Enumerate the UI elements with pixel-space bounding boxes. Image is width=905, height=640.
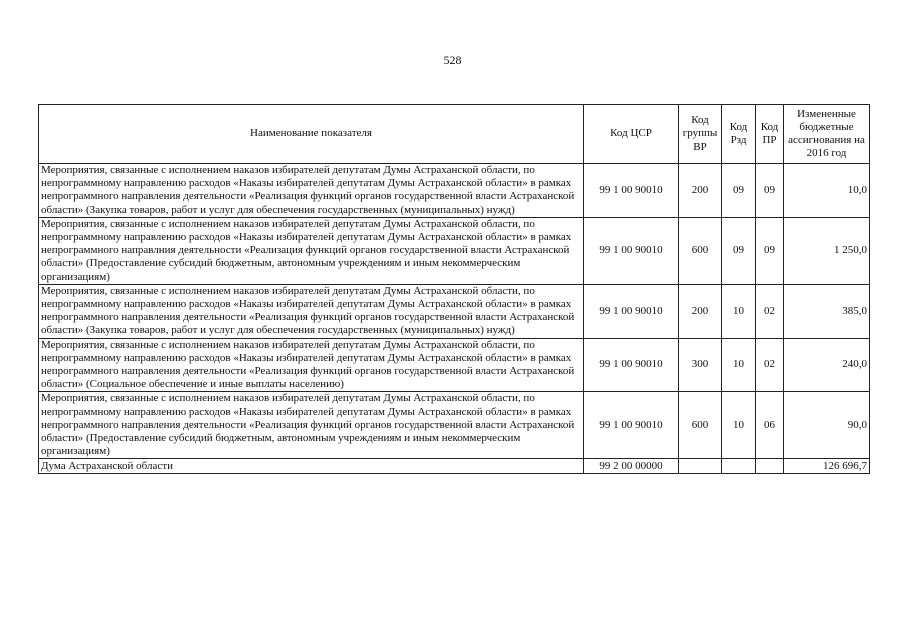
row-rzd: 10	[722, 338, 756, 392]
page-number: 528	[443, 53, 462, 67]
row-amount: 1 250,0	[784, 217, 870, 284]
header-pr: Код ПР	[756, 105, 784, 164]
header-rzd: Код Рзд	[722, 105, 756, 164]
row-pr	[756, 459, 784, 474]
row-csr: 99 2 00 00000	[584, 459, 679, 474]
row-name: Дума Астраханской области	[39, 459, 584, 474]
header-csr: Код ЦСР	[584, 105, 679, 164]
row-name: Мероприятия, связанные с исполнением наказов избирателей депутатам Думы Астраханской области, по непрограммному направлению расходов «Наказы избирателей депутатам Думы Астраханской области» в рамках непрограммного направления деятельности «Реализация функций органов государственной власти Астраханской области» (Предоставление субсидий бюджетным, автономным учреждениям и иным некоммерческим организациям)	[39, 392, 584, 459]
table-row	[39, 338, 870, 392]
row-name: Мероприятия, связанные с исполнением наказов избирателей депутатам Думы Астраханской области, по непрограммному направлению расходов «Наказы избирателей депутатам Думы Астраханской области» в рамках непрограммного направления деятельности «Реализация функций органов государственной власти Астраханской области» (Закупка товаров, работ и услуг для обеспечения государственных (муниципальных) нужд)	[39, 284, 584, 338]
row-rzd: 09	[722, 217, 756, 284]
table-row	[39, 392, 870, 459]
row-csr: 99 1 00 90010	[584, 217, 679, 284]
table-row	[39, 164, 870, 218]
header-amount: Измененные бюджетные ассигнования на 2016 год	[784, 105, 870, 164]
row-vr: 300	[679, 338, 722, 392]
row-amount: 126 696,7	[784, 459, 870, 474]
row-rzd: 10	[722, 284, 756, 338]
row-rzd: 09	[722, 164, 756, 218]
row-amount: 90,0	[784, 392, 870, 459]
row-vr: 200	[679, 164, 722, 218]
row-vr	[679, 459, 722, 474]
row-csr: 99 1 00 90010	[584, 164, 679, 218]
table-row	[39, 284, 870, 338]
row-pr: 02	[756, 338, 784, 392]
row-pr: 02	[756, 284, 784, 338]
row-rzd: 10	[722, 392, 756, 459]
budget-table	[38, 104, 870, 474]
row-vr: 200	[679, 284, 722, 338]
row-vr: 600	[679, 392, 722, 459]
row-amount: 240,0	[784, 338, 870, 392]
table-header-row	[39, 105, 870, 164]
row-amount: 385,0	[784, 284, 870, 338]
row-vr: 600	[679, 217, 722, 284]
row-csr: 99 1 00 90010	[584, 284, 679, 338]
row-name: Мероприятия, связанные с исполнением наказов избирателей депутатам Думы Астраханской области, по непрограммному направлению расходов «Наказы избирателей депутатам Думы Астраханской области» в рамках непрограммного направления деятельности «Реализация функций органов государственной власти Астраханской области» (Закупка товаров, работ и услуг для обеспечения государственных (муниципальных) нужд)	[39, 164, 584, 218]
row-name: Мероприятия, связанные с исполнением наказов избирателей депутатам Думы Астраханской области, по непрограммному направлению расходов «Наказы избирателей депутатам Думы Астраханской области» в рамках непрограммного направления деятельности «Реализация функций органов государственной власти Астраханской области» (Социальное обеспечение и иные выплаты населению)	[39, 338, 584, 392]
row-pr: 06	[756, 392, 784, 459]
row-pr: 09	[756, 217, 784, 284]
header-name: Наименование показателя	[39, 105, 584, 164]
row-rzd	[722, 459, 756, 474]
row-amount: 10,0	[784, 164, 870, 218]
table-row-total	[39, 459, 870, 474]
table-row	[39, 217, 870, 284]
row-name: Мероприятия, связанные с исполнением наказов избирателей депутатам Думы Астраханской области, по непрограммному направлению расходов «Наказы избирателей депутатам Думы Астраханской области» в рамках непрограммного направлния деятельности «Реализация функций органов государственной власти Астраханской области» (Предоставление субсидий бюджетным, автономным учреждениям и иным некоммерческим организациям)	[39, 217, 584, 284]
row-csr: 99 1 00 90010	[584, 338, 679, 392]
row-pr: 09	[756, 164, 784, 218]
header-vr: Код группы ВР	[679, 105, 722, 164]
row-csr: 99 1 00 90010	[584, 392, 679, 459]
